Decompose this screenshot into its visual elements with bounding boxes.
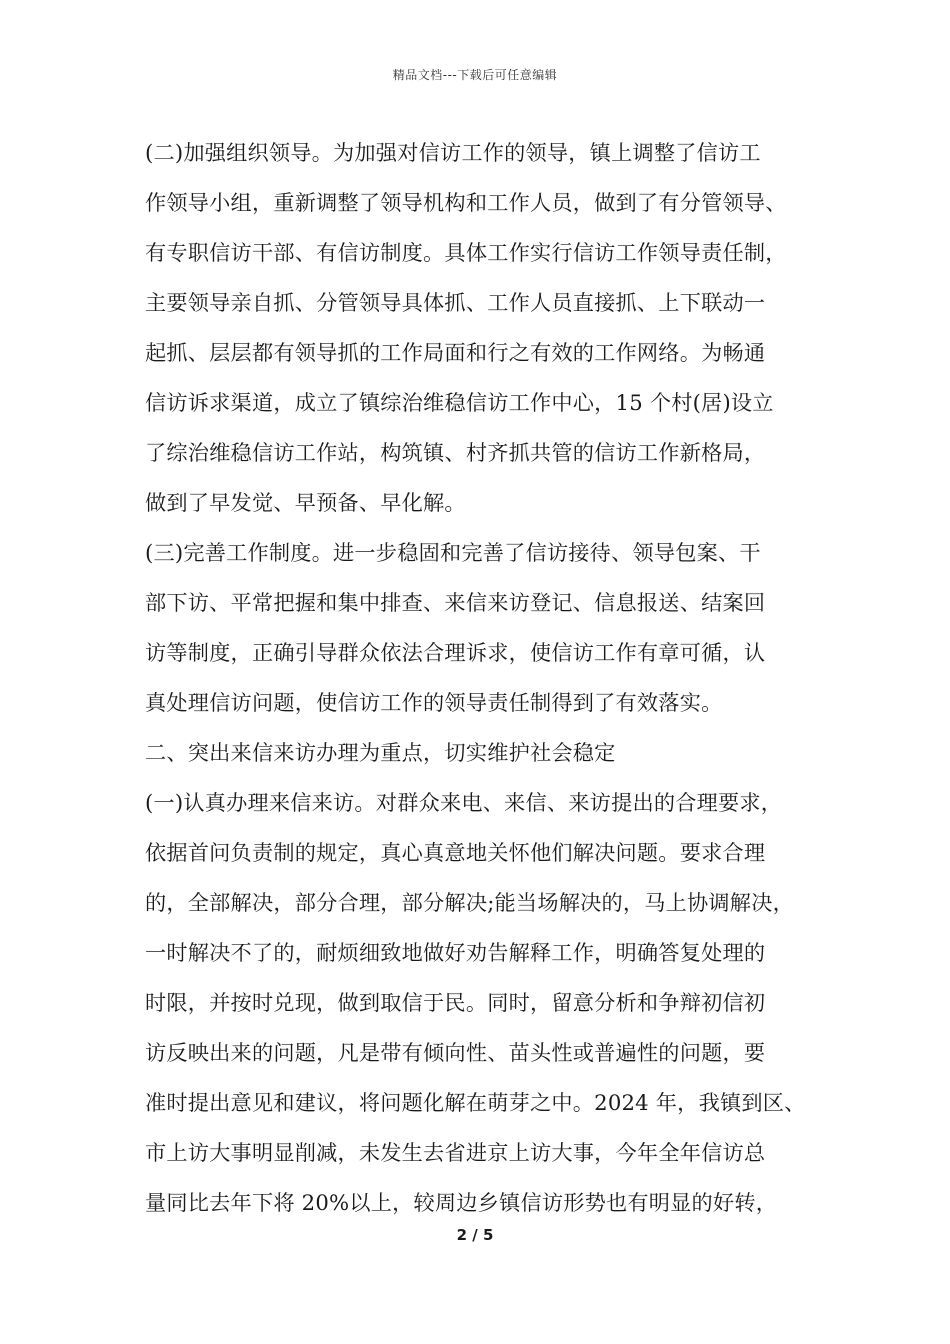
text-line: 真处理信访问题，使信访工作的领导责任制得到了有效落实。 [145,690,723,715]
page-number: 2 / 5 [456,1226,494,1244]
text-line: 时限，并按时兑现，做到取信于民。同时，留意分析和争辩初信初 [145,990,766,1015]
text-line: 的，全部解决，部分合理，部分解决;能当场解决的，马上协调解决， [145,890,794,915]
text-line: 访等制度，正确引导群众依法合理诉求，使信访工作有章可循，认 [145,640,766,665]
text-line: 部下访、平常把握和集中排查、来信来访登记、信息报送、结案回 [145,590,766,615]
text-line: 了综治维稳信访工作站，构筑镇、村齐抓共管的信访工作新格局， [145,440,766,465]
text-line: 信访诉求渠道，成立了镇综治维稳信访工作中心，15 个村(居)设立 [145,390,774,415]
page-header: 精品文档---下载后可任意编辑 [392,68,558,82]
text-line: 一时解决不了的，耐烦细致地做好劝告解释工作，明确答复处理的 [145,940,766,965]
text-line: 依据首问负责制的规定，真心真意地关怀他们解决问题。要求合理 [145,840,766,865]
section-heading: 二、突出来信来访办理为重点，切实维护社会稳定 [145,740,616,765]
text-line: 主要领导亲自抓、分管领导具体抓、工作人员直接抓、上下联动一 [145,290,766,315]
text-line: (一)认真办理来信来访。对群众来电、来信、来访提出的合理要求， [145,790,783,815]
text-line: 起抓、层层都有领导抓的工作局面和行之有效的工作网络。为畅通 [145,340,766,365]
text-line: (三)完善工作制度。进一步稳固和完善了信访接待、领导包案、干 [145,540,761,565]
text-line: 作领导小组，重新调整了领导机构和工作人员，做到了有分管领导、 [145,190,787,215]
text-line: 市上访大事明显削减，未发生去省进京上访大事，今年全年信访总 [145,1140,766,1165]
text-line: 准时提出意见和建议，将问题化解在萌芽之中。2024 年，我镇到区、 [145,1090,806,1115]
document-body [145,128,827,1228]
text-line: 访反映出来的问题，凡是带有倾向性、苗头性或普遍性的问题，要 [145,1040,766,1065]
text-line: 量同比去年下将 20%以上，较周边乡镇信访形势也有明显的好转， [145,1190,778,1215]
text-line: 做到了早发觉、早预备、早化解。 [145,490,466,515]
text-line: (二)加强组织领导。为加强对信访工作的领导，镇上调整了信访工 [145,140,761,165]
text-line: 有专职信访干部、有信访制度。具体工作实行信访工作领导责任制， [145,240,787,265]
